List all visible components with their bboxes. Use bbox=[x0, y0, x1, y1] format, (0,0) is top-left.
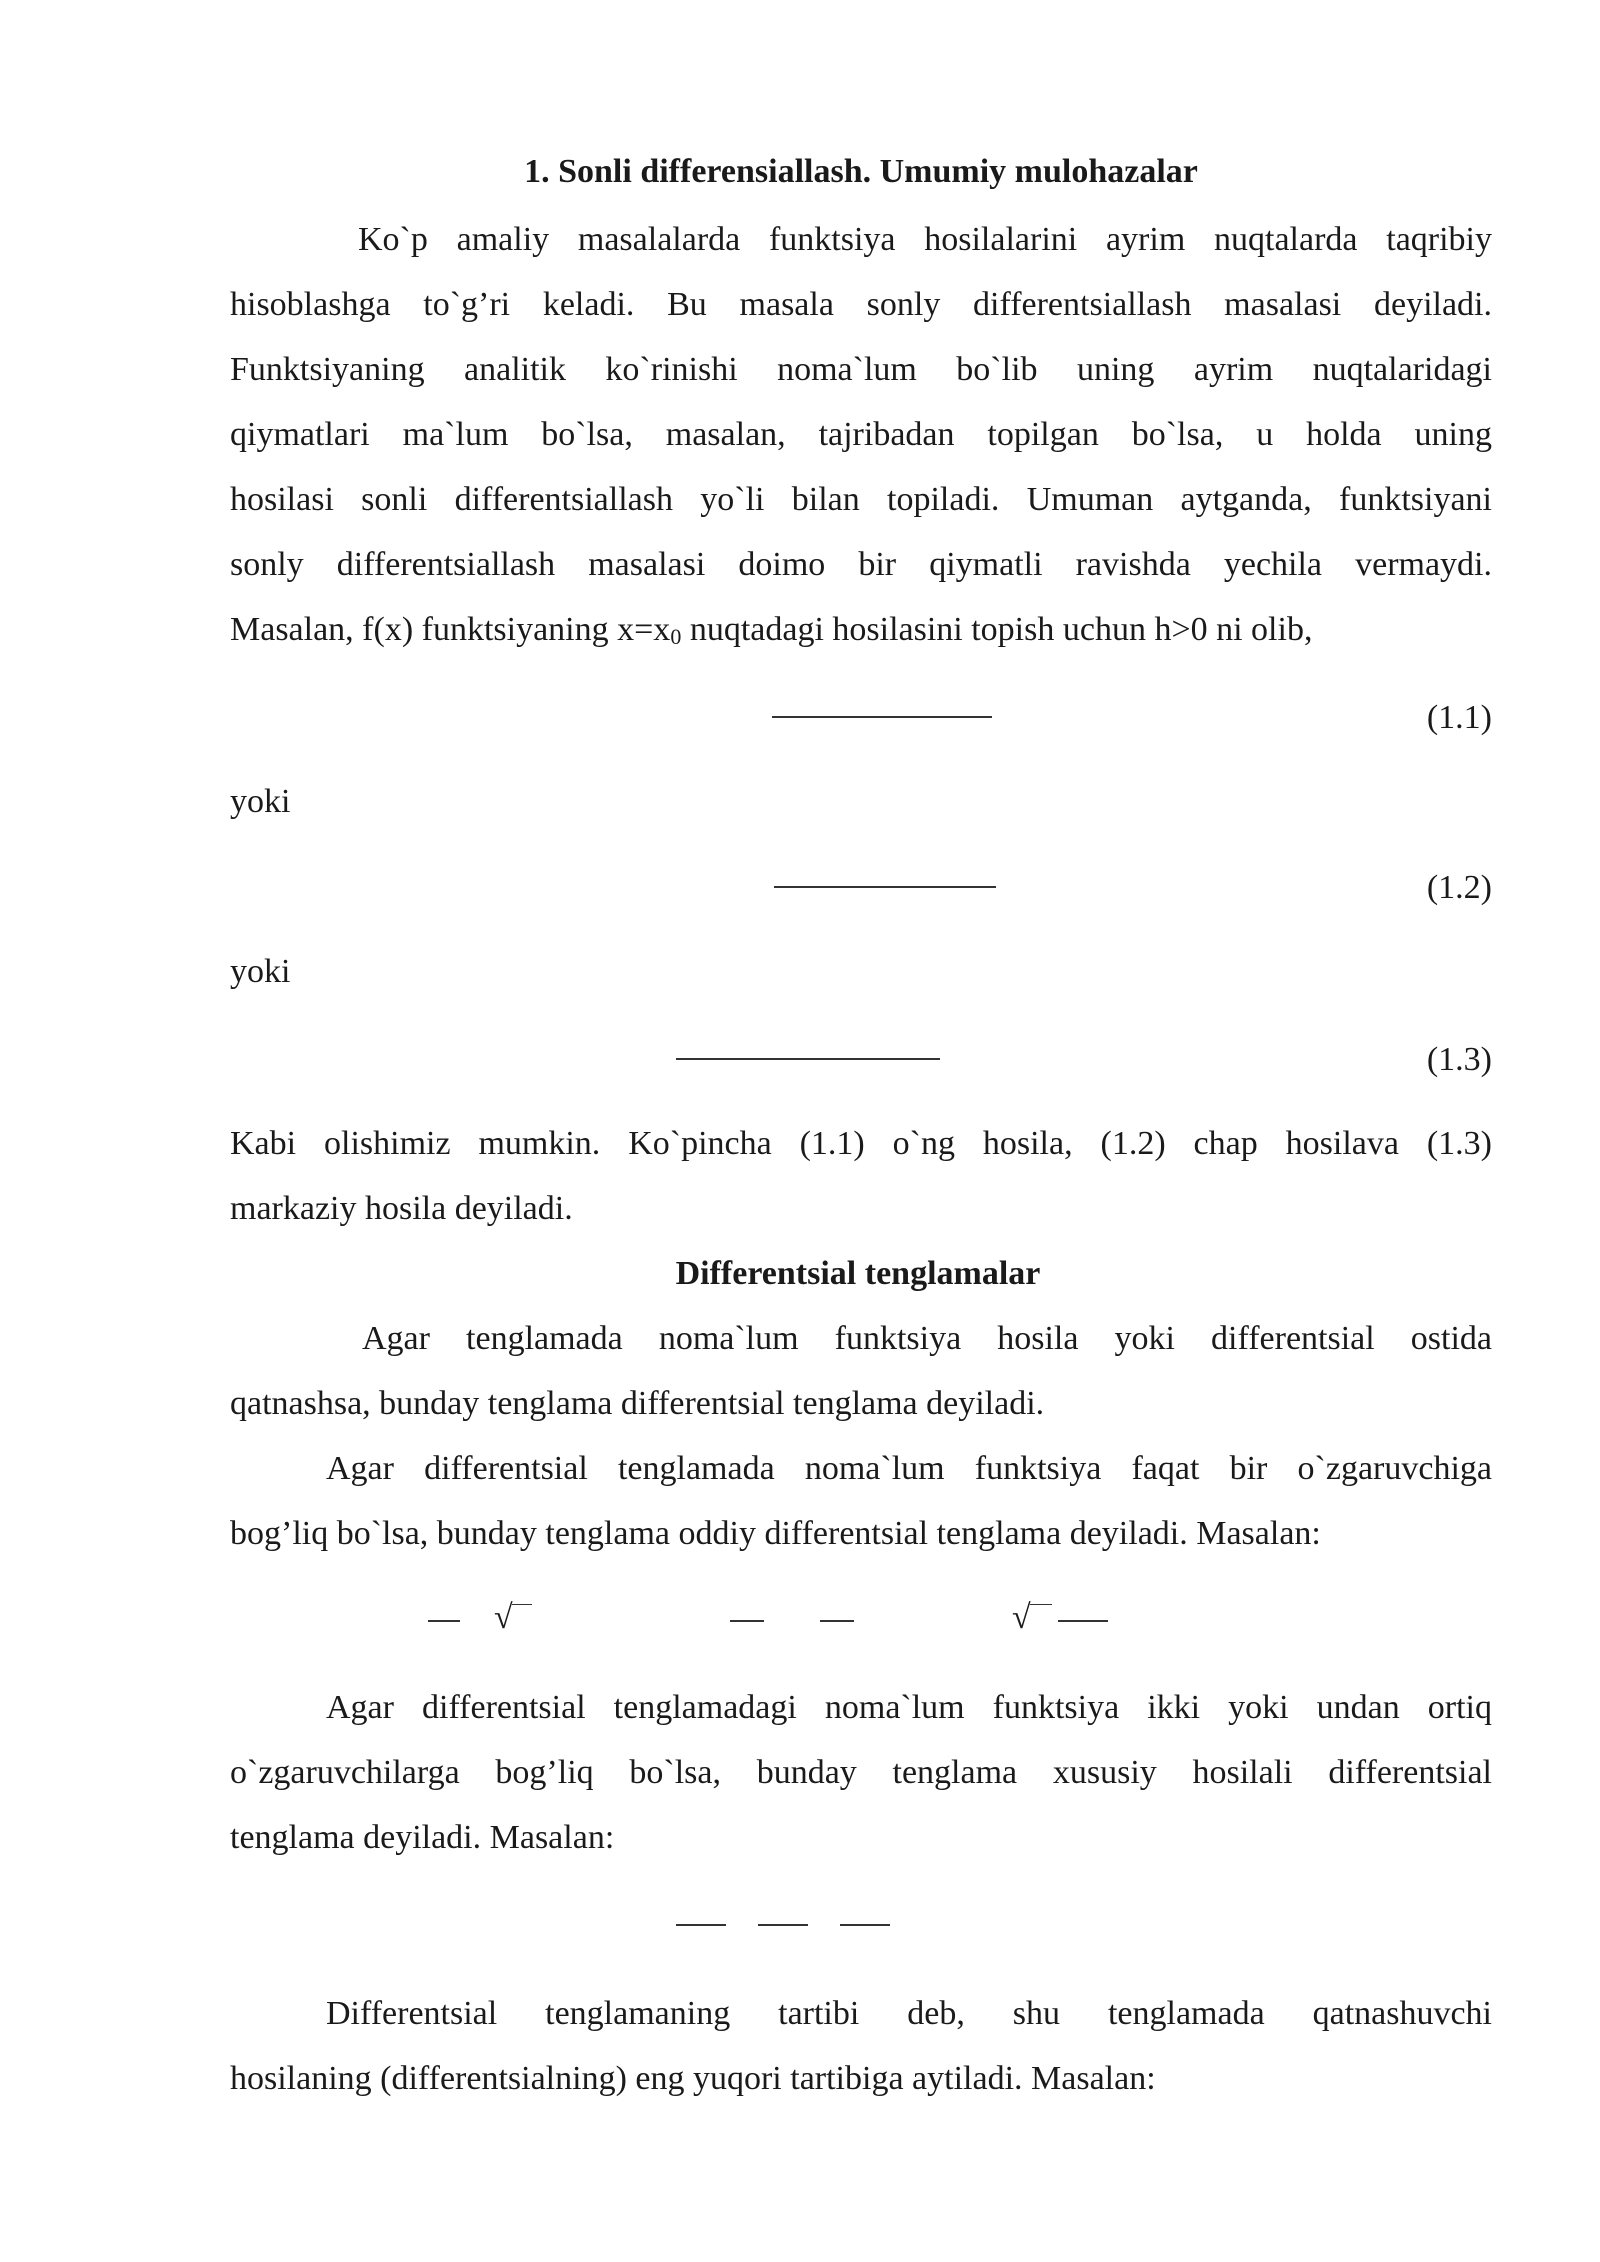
sqrt-symbol: √ bbox=[494, 1599, 513, 1636]
para4-line-2: bog’liq bo`lsa, bunday tenglama oddiy differentsial tenglama deyiladi. Masalan: bbox=[230, 1515, 1321, 1552]
para3-line-1: Agar tenglamada noma`lum funktsiya hosila yoki differentsial ostida bbox=[362, 1320, 1492, 1357]
equation-number-1-2: (1.2) bbox=[1426, 869, 1492, 906]
para1-line-2: hisoblashga to`g’ri keladi. Bu masala sonly differentsiallash masalasi deyiladi. bbox=[230, 286, 1492, 323]
para5-line-1: Agar differentsial tenglamadagi noma`lum funktsiya ikki yoki undan ortiq bbox=[326, 1689, 1492, 1726]
pde-example-fraction-bar bbox=[758, 1924, 808, 1926]
formula-1-2-fraction-bar bbox=[774, 886, 996, 888]
para1-line-1: Ko`p amaliy masalalarda funktsiya hosilalarini ayrim nuqtalarda taqribiy bbox=[358, 221, 1492, 258]
section-title: 1. Sonli differensiallash. Umumiy mulohazalar bbox=[524, 153, 1198, 190]
para1-line-7: Masalan, f(x) funktsiyaning $x=x_0$ nuqtadagi hosilasini topish uchun h>0 ni olib, bbox=[230, 611, 1313, 649]
ode-example-fraction-bar bbox=[730, 1620, 764, 1622]
ode-example-fraction-bar bbox=[820, 1620, 854, 1622]
sqrt-overline bbox=[1030, 1604, 1052, 1605]
para2-line-1: Kabi olishimiz mumkin. Ko`pincha (1.1) o`ng hosila, (1.2) chap hosilava (1.3) bbox=[230, 1125, 1492, 1162]
equation-number-1-3: (1.3) bbox=[1426, 1041, 1492, 1078]
para1-line-3: Funktsiyaning analitik ko`rinishi noma`lum bo`lib uning ayrim nuqtalaridagi bbox=[230, 351, 1492, 388]
para1-line-6: sonly differentsiallash masalasi doimo bir qiymatli ravishda yechila vermaydi. bbox=[230, 546, 1492, 583]
para5-line-2: o`zgaruvchilarga bog’liq bo`lsa, bunday tenglama xususiy hosilali differentsial bbox=[230, 1754, 1492, 1791]
formula-1-3-fraction-bar bbox=[676, 1058, 940, 1060]
subtitle: Differentsial tenglamalar bbox=[675, 1255, 1041, 1292]
yoki-1: yoki bbox=[230, 783, 291, 820]
ode-example-fraction-bar bbox=[1058, 1620, 1108, 1622]
para3-line-2: qatnashsa, bunday tenglama differentsial tenglama deyiladi. bbox=[230, 1385, 1045, 1422]
para6-line-2: hosilaning (differentsialning) eng yuqori tartibiga aytiladi. Masalan: bbox=[230, 2060, 1156, 2097]
formula-1-1-fraction-bar bbox=[772, 716, 992, 718]
para4-line-1: Agar differentsial tenglamada noma`lum funktsiya faqat bir o`zgaruvchiga bbox=[326, 1450, 1492, 1487]
para5-line-3: tenglama deyiladi. Masalan: bbox=[230, 1819, 615, 1856]
pde-example-fraction-bar bbox=[676, 1924, 726, 1926]
sqrt-overline bbox=[512, 1604, 532, 1605]
para2-line-2: markaziy hosila deyiladi. bbox=[230, 1190, 573, 1227]
yoki-2: yoki bbox=[230, 953, 291, 990]
equation-number-1-1: (1.1) bbox=[1426, 699, 1492, 736]
para1-line-5: hosilasi sonli differentsiallash yo`li bilan topiladi. Umuman aytganda, funktsiyani bbox=[230, 481, 1492, 518]
para6-line-1: Differentsial tenglamaning tartibi deb, shu tenglamada qatnashuvchi bbox=[326, 1995, 1492, 2032]
ode-example-fraction-bar bbox=[428, 1620, 460, 1622]
pde-example-fraction-bar bbox=[840, 1924, 890, 1926]
sqrt-symbol: √ bbox=[1012, 1599, 1031, 1636]
para1-line-4: qiymatlari ma`lum bo`lsa, masalan, tajribadan topilgan bo`lsa, u holda uning bbox=[230, 416, 1492, 453]
